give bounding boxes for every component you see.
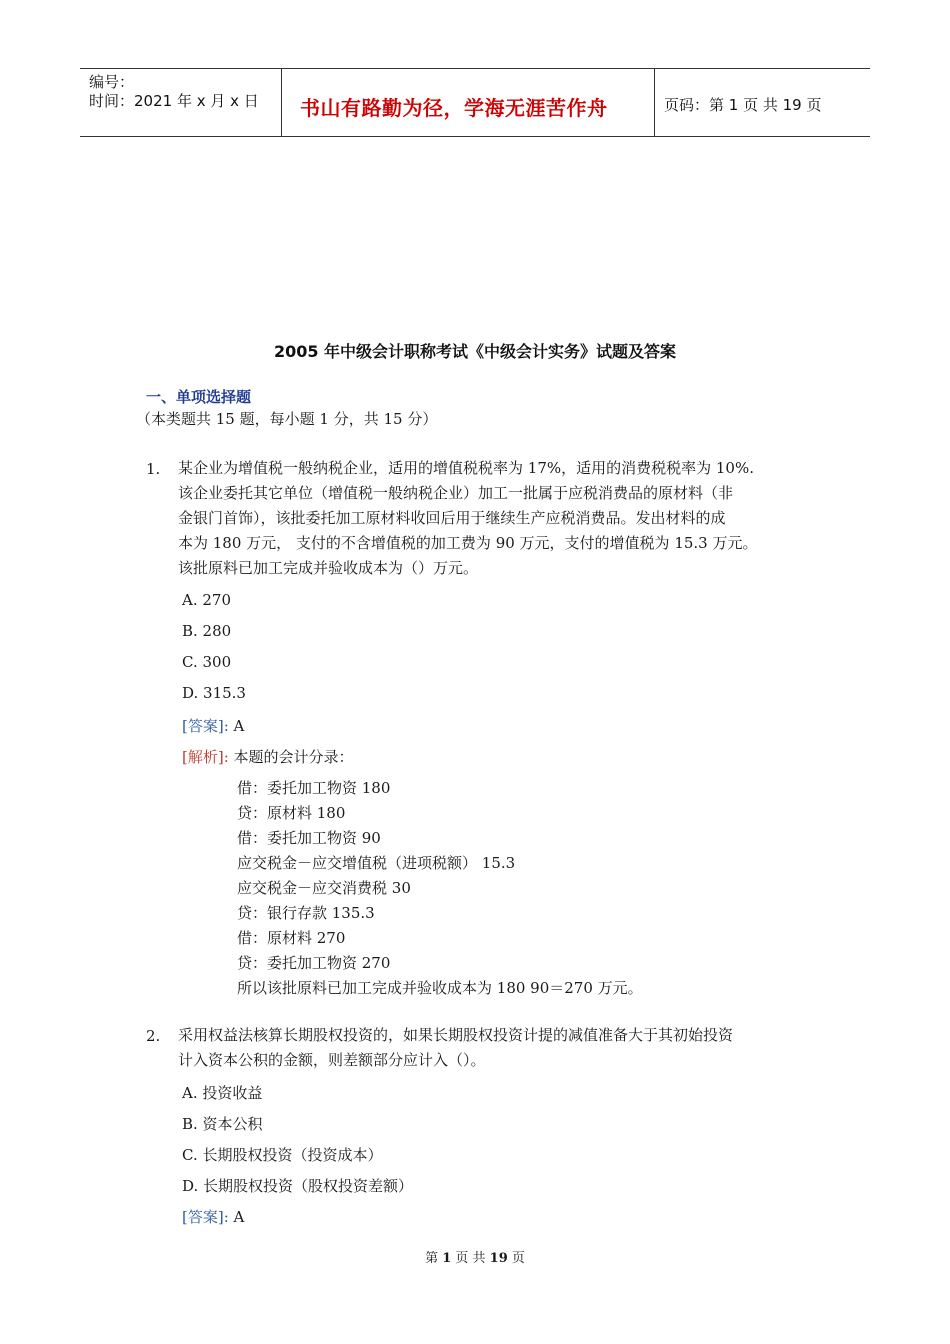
question-1-number: 1. xyxy=(146,460,161,478)
time-label: 时间：2021 年 x 月 x 日 xyxy=(89,92,259,110)
question-1-line: 金银门首饰），该批委托加工原材料收回后用于继续生产应税消费品。发出材料的成 xyxy=(178,509,726,527)
journal-entry: 应交税金－应交消费税 30 xyxy=(237,879,411,897)
journal-entry: 所以该批原料已加工完成并验收成本为 180 90＝270 万元。 xyxy=(237,979,643,997)
header-top-border xyxy=(80,68,870,69)
q1-option-c: C. 300 xyxy=(182,653,232,671)
question-2-line: 计入资本公积的金额，则差额部分应计入（）。 xyxy=(178,1051,486,1069)
q2-option-d: D. 长期股权投资（股权投资差额） xyxy=(182,1177,414,1195)
q1-option-a: A. 270 xyxy=(182,591,231,609)
page-info: 页码：第 1 页 共 19 页 xyxy=(664,96,822,114)
journal-entry: 贷：银行存款 135.3 xyxy=(237,904,375,922)
section-note: （本类题共 15 题，每小题 1 分，共 15 分） xyxy=(136,410,438,428)
q1-answer xyxy=(182,715,244,736)
q1-option-d: D. 315.3 xyxy=(182,684,246,702)
q2-answer xyxy=(182,1206,244,1227)
question-1-line: 该企业委托其它单位（增值税一般纳税企业）加工一批属于应税消费品的原材料（非 xyxy=(178,484,734,502)
header-divider-right xyxy=(654,68,655,136)
answer-value: A xyxy=(228,1208,245,1226)
document-title: 2005 年中级会计职称考试《中级会计实务》试题及答案 xyxy=(273,342,677,361)
question-2-text xyxy=(178,1023,828,1073)
journal-entry: 借：委托加工物资 180 xyxy=(237,779,391,797)
q2-option-a: A. 投资收益 xyxy=(182,1084,263,1102)
question-1-line: 某企业为增值税一般纳税企业，适用的增值税税率为 17%，适用的消费税税率为 10%. xyxy=(178,459,754,477)
question-1-text xyxy=(178,456,828,581)
question-2-number: 2. xyxy=(146,1027,161,1045)
q1-journal-entries xyxy=(237,776,643,1001)
question-1-line: 该批原料已加工完成并验收成本为（）万元。 xyxy=(178,559,479,577)
footer-page-number: 1 xyxy=(442,1251,452,1266)
question-2-line: 采用权益法核算长期股权投资的，如果长期股权投资计提的减值准备大于其初始投资 xyxy=(178,1026,734,1044)
header-divider-left xyxy=(281,68,282,136)
page-footer xyxy=(0,1247,950,1266)
answer-value: A xyxy=(228,717,245,735)
journal-entry: 借：委托加工物资 90 xyxy=(237,829,381,847)
q2-option-c: C. 长期股权投资（投资成本） xyxy=(182,1146,383,1164)
footer-total-pages: 19 xyxy=(489,1251,508,1266)
header-bottom-border xyxy=(80,136,870,137)
journal-entry: 应交税金－应交增值税（进项税额） 15.3 xyxy=(237,854,516,872)
answer-label: [答案]: xyxy=(182,717,229,735)
analysis-label: [解析]: xyxy=(182,748,229,766)
serial-label: 编号： xyxy=(89,73,135,91)
analysis-text: 本题的会计分录： xyxy=(228,748,354,766)
question-1-line: 本为 180 万元， 支付的不含增值税的加工费为 90 万元，支付的增值税为 15.3 万元。 xyxy=(178,534,758,552)
answer-label: [答案]: xyxy=(182,1208,229,1226)
journal-entry: 贷：原材料 180 xyxy=(237,804,346,822)
q1-analysis xyxy=(182,746,354,767)
footer-middle: 页 共 xyxy=(451,1251,490,1266)
q2-option-b: B. 资本公积 xyxy=(182,1115,263,1133)
journal-entry: 贷：委托加工物资 270 xyxy=(237,954,391,972)
motto-text: 书山有路勤为径，学海无涯苦作舟 xyxy=(300,96,608,120)
journal-entry: 借：原材料 270 xyxy=(237,929,346,947)
q1-option-b: B. 280 xyxy=(182,622,232,640)
footer-prefix: 第 xyxy=(425,1251,443,1266)
section-title: 一、单项选择题 xyxy=(146,388,252,406)
footer-suffix: 页 xyxy=(507,1251,525,1266)
